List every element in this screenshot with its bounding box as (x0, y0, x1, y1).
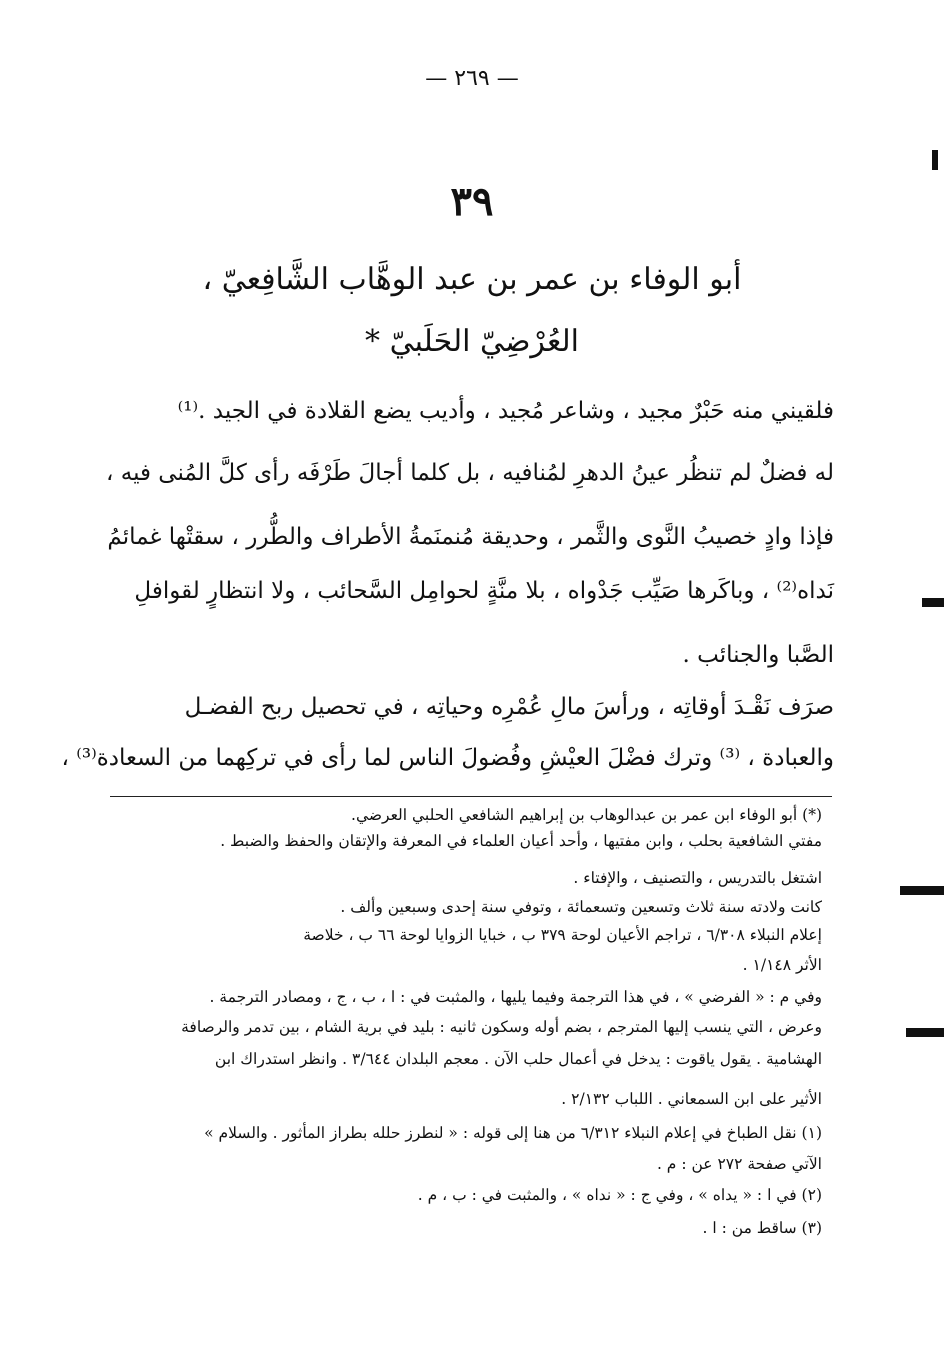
entry-number: ٣٩ (450, 178, 494, 225)
footnote-line-4: كانت ولادته سنة ثلاث وتسعين وتسعمائة ، وتوفي سنة إحدى وسبعين وألف . (340, 898, 822, 916)
body-line-1: فلقيني منه حَبْرٌ مجيد ، وشاعر مُجيد ، وأديب يضع القلادة في الجيد .⁽¹⁾ (177, 398, 834, 424)
scan-mark-lower-2 (906, 1028, 944, 1037)
footnote-line-3: اشتغل بالتدريس ، والتصنيف ، والإفتاء . (573, 869, 822, 887)
entry-title-line-1: أبو الوفاء بن عمر بن عبد الوهَّاب الشَّافِعيّ ، (202, 262, 742, 297)
scan-mark-lower-1 (900, 886, 944, 895)
footnote-line-9: الهشامية . يقول ياقوت : يدخل في أعمال حلب الآن . معجم البلدان ٣/٦٤٤ . وانظر استدراك ابن (214, 1050, 822, 1068)
scan-mark-top (932, 150, 938, 170)
footnote-divider (110, 796, 832, 797)
footnote-line-13: (٢) في ا : « يداه » ، وفي ج : « نداه » ، والمثبت في : ب ، م . (417, 1186, 822, 1204)
footnote-line-10: الأثير على ابن السمعاني . اللباب ٢/١٣٢ . (561, 1090, 822, 1108)
body-line-7: والعبادة ، ⁽³⁾ وترك فضْلَ العيْشِ وفُضولَ الناس لما رأى في تركِهما من السعادة⁽³⁾ ، (61, 745, 834, 771)
body-line-2: له فضلٌ لم تنظُر عينُ الدهرِ لمُنافيه ، بل كلما أجالَ طَرْفَه رأى كلَّ المُنى فيه ، (106, 460, 834, 486)
footnote-line-11: (١) نقل الطباخ في إعلام النبلاء ٦/٣١٢ من هنا إلى قوله : « لنطرز حلله بطراز المأثور . والسلام » (204, 1124, 822, 1142)
footnote-line-12: الآتي صفحة ٢٧٢ عن : م . (656, 1155, 822, 1173)
footnote-line-2: مفتي الشافعية بحلب ، وابن مفتيها ، وأحد أعيان العلماء في المعرفة والإتقان والحفظ والضبط . (220, 832, 822, 850)
body-line-3: فإذا وادٍ خصيبُ النَّوى والثَّمر ، وحديقة مُنمنَمةُ الأطراف والطُّرر ، سقتْها غمائمُ (107, 524, 834, 550)
scan-mark-middle (922, 598, 944, 607)
body-line-4: نَداه⁽²⁾ ، وباكَرها صَيِّب جَدْواه ، بلا منَّةٍ لحوامِل السَّحائب ، ولا انتظارٍ لقوافلِ (134, 578, 834, 604)
entry-title-line-2: العُرْضِيّ الحَلَبيّ * (365, 324, 579, 359)
footnote-line-7: وفي م : « الفرضي » ، في هذا الترجمة وفيما يليها ، والمثبت في : ا ، ب ، ج ، ومصادر الترجمة . (209, 988, 822, 1006)
footnote-line-1: (*) أبو الوفاء ابن عمر بن عبدالوهاب بن إبراهيم الشافعي الحلبي العرضي. (351, 806, 822, 824)
body-line-5: الصَّبا والجنائب . (682, 642, 834, 668)
body-line-6: صرَف نَقْـدَ أوقاتِه ، ورأسَ مالِ عُمْرِه وحياتِه ، في تحصيل ربح الفضـل (184, 694, 834, 720)
page-number: — ٢٦٩ — (425, 66, 519, 91)
footnote-line-5: إعلام النبلاء ٦/٣٠٨ ، تراجم الأعيان لوحة ٣٧٩ ب ، خبايا الزوايا لوحة ٦٦ ب ، خلاصة (303, 926, 822, 944)
footnote-line-6: الأثر ١/١٤٨ . (742, 956, 822, 974)
footnote-line-14: (٣) ساقط من : ا . (702, 1219, 822, 1237)
footnote-line-8: وعرض ، التي ينسب إليها المترجم ، بضم أوله وسكون ثانيه : بليد في برية الشام ، بين تدمر والرصافة (181, 1018, 822, 1036)
